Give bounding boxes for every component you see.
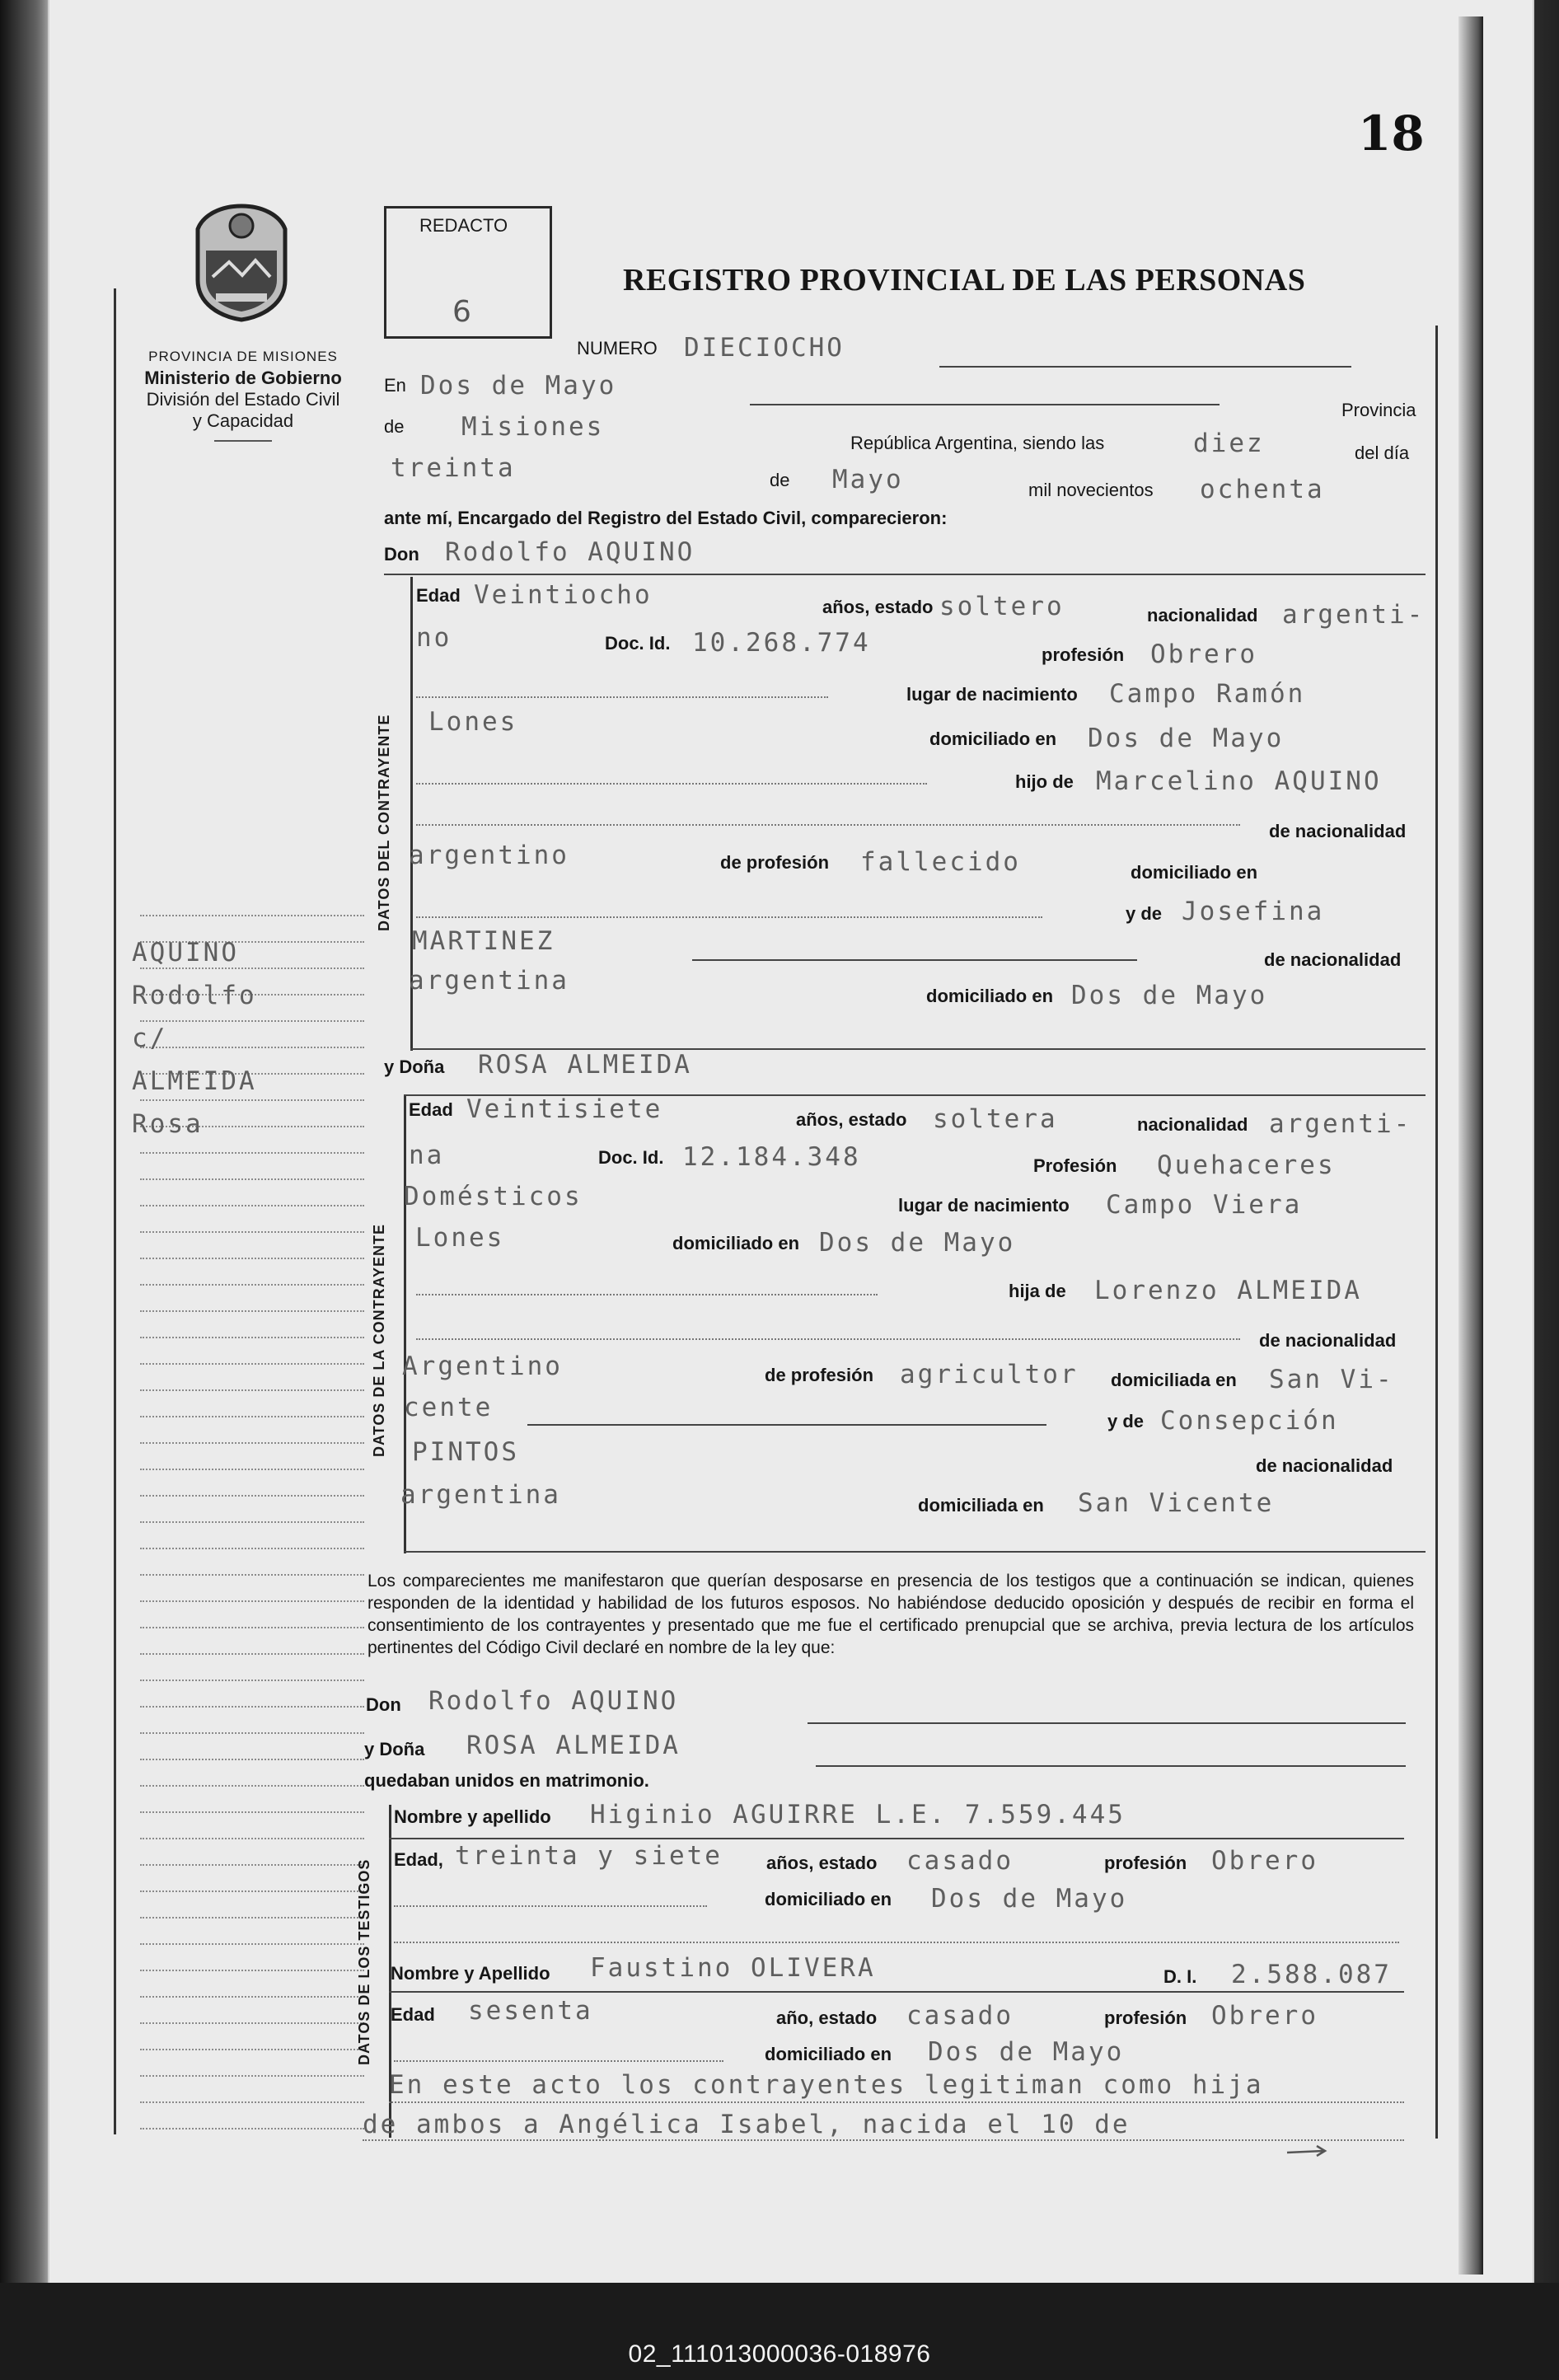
domiciliado-label: domiciliado en <box>929 729 1057 749</box>
de-nacionalidad-label-4: de nacionalidad <box>1256 1455 1393 1476</box>
en-value: Dos de Mayo <box>420 371 617 401</box>
domicilio-value-2: Dos de Mayo <box>819 1228 1016 1258</box>
t2-edad-value: sesenta <box>468 1996 593 2026</box>
de-nacionalidad-label-3: de nacionalidad <box>1259 1330 1397 1351</box>
ante-text: ante mí, Encargado del Registro del Estado Civil, comparecieron: <box>384 508 948 528</box>
profesion-label-2: Profesión <box>1033 1155 1117 1176</box>
hora-value: diez <box>1193 429 1265 458</box>
decl-don-label: Don <box>366 1694 401 1715</box>
padre-domicilio-cont: cente <box>404 1393 494 1422</box>
t1-profesion-value: Obrero <box>1211 1846 1318 1876</box>
dona-value: ROSA ALMEIDA <box>478 1050 692 1080</box>
madre-domicilio: Dos de Mayo <box>1071 981 1268 1010</box>
ruled-line <box>394 2060 723 2062</box>
t2-anos-label: año, estado <box>776 2008 878 2028</box>
t2-di-value: 2.588.087 <box>1231 1960 1392 1989</box>
lugar-value-2: Campo Viera <box>1106 1190 1303 1220</box>
redacto-value: 6 <box>452 295 471 329</box>
dia-value: treinta <box>391 453 516 483</box>
contrayente-section-label: DATOS DEL CONTRAYENTE <box>376 714 392 931</box>
ruled-line <box>808 1722 1406 1724</box>
decl-closing: quedaban unidos en matrimonio. <box>364 1770 649 1791</box>
t1-domiciliado-label: domiciliado en <box>765 1889 892 1909</box>
provincia-label: Provincia <box>1341 400 1416 420</box>
lugar-cont-2: Lones <box>415 1223 505 1253</box>
padre-profesion-2: agricultor <box>900 1360 1079 1389</box>
t2-nombre-value: Faustino OLIVERA <box>590 1953 876 1983</box>
edad-value-2: Veintisiete <box>466 1094 663 1124</box>
margin-note-line: c/ <box>132 1024 168 1053</box>
profesion-cont-2: Domésticos <box>404 1182 583 1211</box>
de-profesion-label: de profesión <box>720 852 830 873</box>
ruled-line <box>416 696 828 698</box>
nota-line-2: de ambos a Angélica Isabel, nacida el 10 de <box>363 2110 1131 2139</box>
doc-value: 10.268.774 <box>692 628 871 658</box>
doc-label-2: Doc. Id. <box>598 1147 664 1168</box>
margin-note-line: AQUINO <box>132 938 239 967</box>
en-label: En <box>384 375 406 396</box>
ruled-line <box>692 959 1137 961</box>
form-right-border <box>1435 326 1438 2139</box>
de-nacionalidad-label: de nacionalidad <box>1269 821 1407 841</box>
madre-domiciliada-label: domiciliada en <box>918 1495 1044 1516</box>
t1-edad-value: treinta y siete <box>455 1841 723 1871</box>
page-number: 18 <box>1358 105 1425 162</box>
de-label: de <box>384 416 405 437</box>
doc-value-2: 12.184.348 <box>682 1142 861 1172</box>
padre-value-2: Lorenzo ALMEIDA <box>1094 1276 1362 1305</box>
mil-novecientos-label: mil novecientos <box>1028 480 1154 500</box>
nacionalidad-value: argenti- <box>1282 600 1426 630</box>
padre-nacionalidad-2: Argentino <box>402 1352 563 1381</box>
don-value: Rodolfo AQUINO <box>445 537 695 567</box>
numero-label: NUMERO <box>577 338 658 358</box>
mes-value: Mayo <box>832 465 904 494</box>
ministry-label: Ministerio de Gobierno <box>144 368 342 388</box>
hijo-label: hijo de <box>1015 771 1074 792</box>
edad-label-2: Edad <box>409 1099 453 1120</box>
domicilio-value: Dos de Mayo <box>1088 724 1285 753</box>
decl-don-value: Rodolfo AQUINO <box>428 1686 679 1716</box>
ruled-line <box>416 1294 878 1295</box>
t2-domiciliado-label: domiciliado en <box>765 2044 892 2064</box>
padre-domicilio-2: San Vi- <box>1269 1365 1394 1394</box>
don-label: Don <box>384 544 419 565</box>
don-line <box>384 574 1426 575</box>
madre-domicilio-2: San Vicente <box>1078 1488 1275 1518</box>
ruled-line <box>416 824 1240 826</box>
numero-value: DIECIOCHO <box>684 333 845 363</box>
lugar-cont: Lones <box>428 707 518 737</box>
t2-edad-label: Edad <box>391 2004 435 2025</box>
dona-label: y Doña <box>384 1056 445 1077</box>
madre-nacionalidad: argentina <box>409 966 569 996</box>
anos-estado-label-2: años, estado <box>796 1109 907 1130</box>
estado-value-2: soltera <box>933 1104 1058 1134</box>
madre-apellido-2: PINTOS <box>412 1437 519 1467</box>
nacionalidad-cont: no <box>416 623 452 653</box>
lugar-label: lugar de nacimiento <box>906 684 1078 705</box>
t2-profesion-label: profesión <box>1104 2008 1187 2028</box>
republica-text: República Argentina, siendo las <box>850 433 1105 453</box>
y-de-label-2: y de <box>1107 1411 1145 1431</box>
madre-domiciliado-label: domiciliado en <box>926 986 1054 1006</box>
madre-nombre: Josefina <box>1182 897 1325 926</box>
ruled-line <box>527 1424 1046 1426</box>
t1-profesion-label: profesión <box>1104 1853 1187 1873</box>
nacionalidad-value-2: argenti- <box>1269 1109 1412 1139</box>
margin-note-line: Rodolfo <box>132 981 257 1010</box>
provincia-value: Misiones <box>461 412 605 442</box>
padre-nacionalidad: argentino <box>409 841 569 870</box>
redacto-label: REDACTO <box>419 215 508 236</box>
margin-note-line: ALMEIDA <box>132 1066 257 1096</box>
t2-domicilio-value: Dos de Mayo <box>928 2037 1125 2067</box>
t2-di-label: D. I. <box>1163 1966 1197 1987</box>
edad-value: Veintiocho <box>474 580 653 610</box>
declaration-paragraph: Los comparecientes me manifestaron que querían desposarse en presencia de los testigos que a continuación se indican, quienes responden de la identidad y habilidad de los futuros esposos. No habiéndose deducido oposición y después de recibir en forma el consentimiento de los contrayentes y presentado que me fue el certificado prenupcial que se archiva, previa lectura de los artículos pertinentes del Código Civil declaré en nombre de la ley que: <box>368 1572 1414 1657</box>
padre-domiciliada-label: domiciliada en <box>1111 1370 1237 1390</box>
t2-estado-value: casado <box>906 2001 1014 2031</box>
profesion-value-2: Quehaceres <box>1157 1150 1336 1180</box>
t1-domicilio-value: Dos de Mayo <box>931 1884 1128 1914</box>
ruled-line <box>416 783 927 785</box>
t1-nombre-label: Nombre y apellido <box>394 1806 551 1827</box>
hija-label: hija de <box>1009 1281 1066 1301</box>
t2-profesion-value: Obrero <box>1211 2001 1318 2031</box>
ruled-line <box>389 1838 1404 1839</box>
redacto-box <box>384 206 552 339</box>
margin-note-line: Rosa <box>132 1109 204 1139</box>
del-dia-label: del día <box>1355 443 1410 463</box>
domiciliado-label-2: domiciliado en <box>672 1233 800 1253</box>
contrayenta-section-label: DATOS DE LA CONTRAYENTE <box>371 1223 387 1457</box>
ruled-line <box>416 1338 1240 1340</box>
decl-dona-label: y Doña <box>364 1739 425 1759</box>
t1-nombre-value: Higinio AGUIRRE L.E. 7.559.445 <box>590 1800 1126 1830</box>
ruled-line <box>394 1905 707 1907</box>
numero-line <box>939 366 1351 368</box>
ruled-line <box>363 2139 1404 2141</box>
profesion-value: Obrero <box>1150 640 1257 669</box>
t1-anos-label: años, estado <box>766 1853 878 1873</box>
lugar-value: Campo Ramón <box>1109 679 1306 709</box>
ruled-line <box>394 1942 1399 1943</box>
decl-dona-value: ROSA ALMEIDA <box>466 1731 681 1760</box>
ruled-line <box>416 916 1042 918</box>
division-label-1: División del Estado Civil <box>146 389 340 410</box>
padre-profesion: fallecido <box>860 847 1021 877</box>
nacionalidad-label: nacionalidad <box>1147 605 1258 625</box>
t1-estado-value: casado <box>906 1846 1014 1876</box>
nota-line-1: En este acto los contrayentes legitiman como hija <box>389 2070 1264 2100</box>
lugar-label-2: lugar de nacimiento <box>898 1195 1070 1216</box>
ruled-line <box>389 1991 1404 1993</box>
anio-value: ochenta <box>1200 475 1325 504</box>
anos-estado-label: años, estado <box>822 597 934 617</box>
edad-label: Edad <box>416 585 461 606</box>
division-label-2: y Capacidad <box>192 410 294 431</box>
ruled-line <box>389 2101 1404 2103</box>
padre-value: Marcelino AQUINO <box>1096 766 1382 796</box>
margin-ruled-lines <box>140 915 364 2126</box>
madre-nacionalidad-2: argentina <box>400 1480 561 1510</box>
document-title: REGISTRO PROVINCIAL DE LAS PERSONAS <box>623 263 1306 298</box>
doc-label: Doc. Id. <box>605 633 671 654</box>
province-label: PROVINCIA DE MISIONES <box>148 349 338 364</box>
de-label-2: de <box>770 470 790 490</box>
de-profesion-label-2: de profesión <box>765 1365 874 1385</box>
t1-edad-label: Edad, <box>394 1849 443 1870</box>
ruled-line <box>816 1765 1406 1767</box>
estado-value: soltero <box>939 592 1065 621</box>
paper-edge-shadow <box>1458 16 1483 2275</box>
nacionalidad-label-2: nacionalidad <box>1137 1114 1248 1135</box>
y-de-label: y de <box>1126 903 1163 924</box>
madre-nombre-2: Consepción <box>1160 1406 1339 1436</box>
t2-nombre-label: Nombre y Apellido <box>391 1963 550 1984</box>
ruled-line <box>404 1551 1426 1553</box>
profesion-label: profesión <box>1042 644 1125 665</box>
en-line <box>750 404 1220 405</box>
madre-apellido: MARTINEZ <box>412 926 555 956</box>
padre-domiciliado-label: domiciliado en <box>1131 862 1258 883</box>
continuation-arrow-icon <box>1285 2143 1328 2159</box>
scan-id: 02_111013000036-018976 <box>628 2340 931 2368</box>
testigos-section-label: DATOS DE LOS TESTIGOS <box>356 1858 372 2065</box>
de-nacionalidad-label-2: de nacionalidad <box>1264 949 1402 970</box>
nacionalidad-cont-2: na <box>409 1141 445 1170</box>
